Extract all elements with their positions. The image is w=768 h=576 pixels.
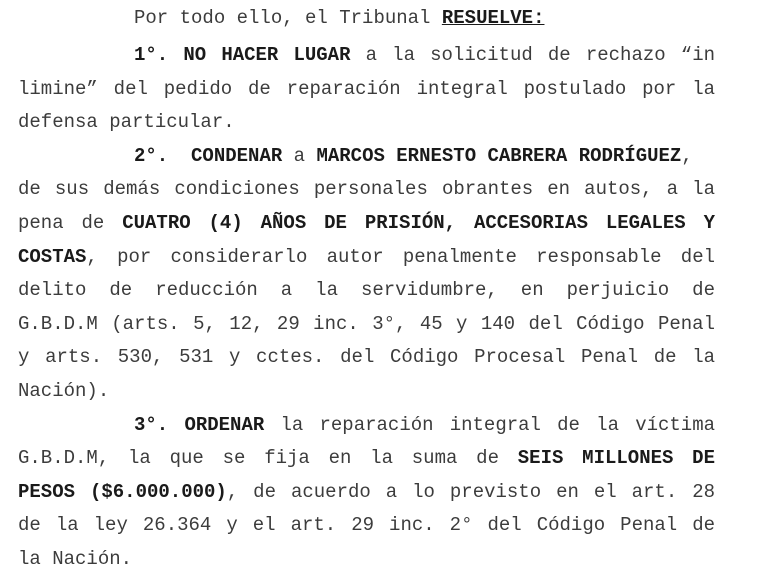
item2-pena-pre: pena de	[18, 212, 105, 234]
amount-text-a: SEIS MILLONES DE	[517, 447, 715, 469]
item2-line5: delito de reducción a la servidumbre, en perjuicio de	[18, 279, 715, 301]
item2-line1	[134, 144, 724, 168]
item2-line4-rest: , por considerarlo autor penalmente responsable del	[86, 246, 715, 268]
resolution-intro	[134, 6, 715, 30]
item2-line8: Nación).	[18, 380, 110, 402]
convicted-name: MARCOS ERNESTO CABRERA RODRÍGUEZ	[316, 145, 682, 167]
costas-text: COSTAS	[18, 246, 87, 268]
item1-number: 1°.	[134, 44, 169, 66]
item3-line2-pre: G.B.D.M, la que se fija en la suma de	[18, 447, 499, 469]
resuelve-heading: RESUELVE:	[441, 7, 545, 29]
item1-line3: defensa particular.	[18, 111, 235, 133]
item3-number: 3°.	[134, 414, 169, 436]
item3-line3-rest: , de acuerdo a lo previsto en el art. 28	[226, 481, 716, 503]
item2-line7: y arts. 530, 531 y cctes. del Código Procesal Penal de la	[18, 346, 715, 368]
item1-verb: NO HACER LUGAR	[183, 44, 351, 66]
item1-line1	[134, 43, 715, 67]
item3-verb: ORDENAR	[184, 414, 265, 436]
item3-line3	[18, 480, 715, 504]
item2-number: 2°.	[134, 145, 169, 167]
item2-line2: de sus demás condiciones personales obrantes en autos, a la	[18, 178, 715, 200]
item3-line5: la Nación.	[18, 548, 133, 570]
item1-text: a la solicitud de rechazo “in	[365, 44, 716, 66]
item3-line2	[18, 446, 715, 470]
item3-text: la reparación integral de la víctima	[280, 414, 716, 436]
sentence-text: CUATRO (4) AÑOS DE PRISIÓN, ACCESORIAS LEGALES Y	[122, 212, 715, 234]
item3-line1	[134, 413, 715, 437]
item2-line6: G.B.D.M (arts. 5, 12, 29 inc. 3°, 45 y 140 del Código Penal	[18, 313, 715, 335]
intro-text: Por todo ello, el Tribunal	[134, 7, 431, 29]
item2-line3	[18, 211, 715, 235]
item3-line4: de la ley 26.364 y el art. 29 inc. 2° del Código Penal de	[18, 514, 715, 536]
item2-verb: CONDENAR	[191, 145, 283, 167]
item2-a: a	[293, 145, 306, 167]
item1-line2: limine” del pedido de reparación integral postulado por la	[18, 78, 715, 100]
item2-comma: ,	[681, 145, 693, 167]
item2-line4	[18, 245, 715, 269]
amount-text-b: PESOS ($6.000.000)	[18, 481, 227, 503]
